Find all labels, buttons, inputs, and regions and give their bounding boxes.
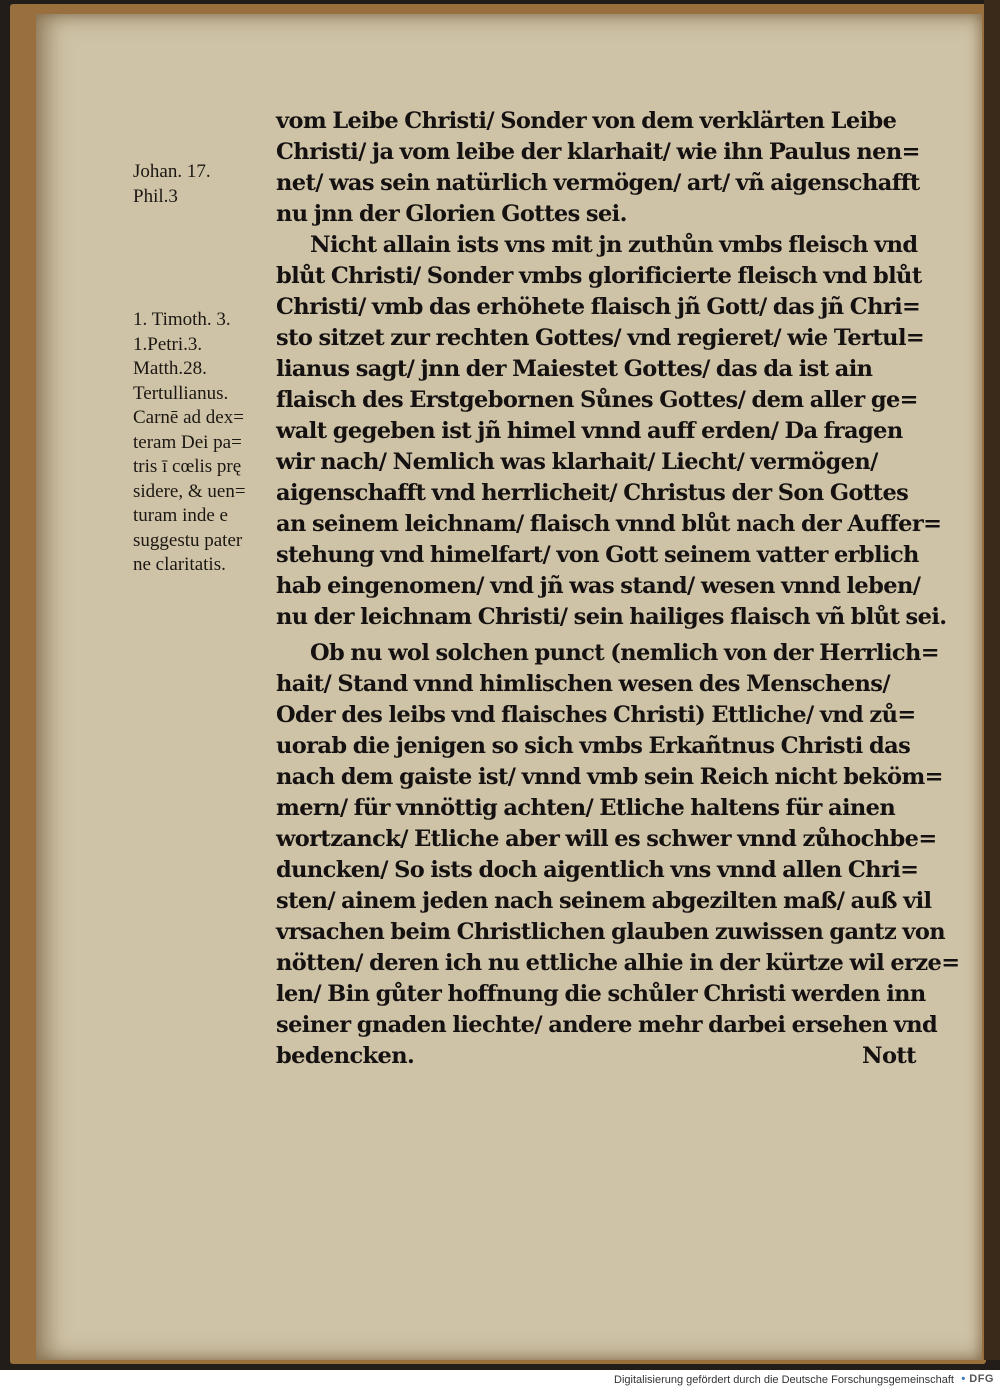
text-line: vom Leibe Christi/ Sonder von dem verklärten Leibe <box>276 108 897 134</box>
text-line: nu der leichnam Christi/ sein hailiges flaisch vñ blůt sei. <box>276 604 947 630</box>
text-line: blůt Christi/ Sonder vmbs glorificierte fleisch vnd blůt <box>276 263 922 289</box>
text-line: nu jnn der Glorien Gottes sei. <box>276 201 627 227</box>
text-line: net/ was sein natürlich vermögen/ art/ vñ aigenschafft <box>276 170 920 196</box>
margin-note-line: sidere, & uen= <box>133 480 246 502</box>
text-line: wortzanck/ Etliche aber will es schwer vnnd zůhochbe= <box>276 826 937 852</box>
text-line: Oder des leibs vnd flaisches Christi) Ettliche/ vnd zů= <box>276 702 916 728</box>
dfg-logo <box>961 1373 994 1385</box>
text-line: duncken/ So ists doch aigentlich vns vnnd allen Chri= <box>276 857 919 883</box>
text-line: hait/ Stand vnnd himlischen wesen des Menschens/ <box>276 671 890 697</box>
text-line: len/ Bin gůter hoffnung die schůler Christi werden inn <box>276 981 926 1007</box>
margin-note-group <box>133 160 211 209</box>
text-line: lianus sagt/ jnn der Maiestet Gottes/ das da ist ain <box>276 356 873 382</box>
margin-note-line: suggestu pater <box>133 529 243 551</box>
text-line: mern/ für vnnöttig achten/ Etliche haltens für ainen <box>276 795 896 821</box>
text-line: wir nach/ Nemlich was klarhait/ Liecht/ vermögen/ <box>276 449 878 475</box>
logo-bullet-icon: • <box>961 1373 966 1385</box>
margin-note-group <box>133 308 246 578</box>
dark-border <box>984 0 1000 1360</box>
text-line: hab eingenomen/ vnd jñ was stand/ wesen vnnd leben/ <box>276 573 921 599</box>
text-line: sten/ ainem jeden nach seinem abgezilten maß/ auß vil <box>276 888 932 914</box>
text-line: an seinem leichnam/ flaisch vnnd blůt nach der Auffer= <box>276 511 942 537</box>
text-line: Christi/ ja vom leibe der klarhait/ wie ihn Paulus nen= <box>276 139 920 165</box>
text-line: uorab die jenigen so sich vmbs Erkañtnus Christi das <box>276 733 911 759</box>
text-line: nötten/ deren ich nu ettliche alhie in der kürtze wil erze= <box>276 950 960 976</box>
margin-note-line: turam inde e <box>133 505 228 526</box>
text-line: nach dem gaiste ist/ vnnd vmb sein Reich nicht beköm= <box>276 764 943 790</box>
text-line: Christi/ vmb das erhöhete flaisch jñ Gott/ das jñ Chri= <box>276 294 921 320</box>
text-line: aigenschafft vnd herrlicheit/ Christus der Son Gottes <box>276 480 909 506</box>
margin-note-line: ne claritatis. <box>133 554 226 575</box>
text-line: Nicht allain ists vns mit jn zuthůn vmbs fleisch vnd <box>310 232 918 258</box>
text-line: bedencken. <box>276 1043 415 1069</box>
text-line: vrsachen beim Christlichen glauben zuwissen gantz von <box>276 919 946 945</box>
margin-note-line: Matth.28. <box>133 358 207 379</box>
funding-credit: Digitalisierung gefördert durch die Deutsche Forschungsgemeinschaft <box>614 1374 954 1386</box>
margin-note-line: teram Dei pa= <box>133 431 242 453</box>
margin-note-line: tris ī cœlis prę <box>133 456 242 477</box>
margin-note-line: Phil.3 <box>133 185 178 207</box>
margin-note-line: Carnē ad dex= <box>133 407 244 428</box>
text-line: seiner gnaden liechte/ andere mehr darbei ersehen vnd <box>276 1012 938 1038</box>
text-line: sto sitzet zur rechten Gottes/ vnd regieret/ wie Tertul= <box>276 325 925 351</box>
margin-note-line: 1. Timoth. 3. <box>133 309 231 330</box>
text-line: flaisch des Erstgebornen Sůnes Gottes/ dem aller ge= <box>276 387 918 413</box>
dfg-logo-text: DFG <box>969 1373 994 1385</box>
footer-bar <box>0 1370 1000 1393</box>
catchword: Nott <box>862 1043 916 1069</box>
margin-note-line: 1.Petri.3. <box>133 333 203 355</box>
margin-note-line: Johan. 17. <box>133 161 211 182</box>
text-line: Ob nu wol solchen punct (nemlich von der Herrlich= <box>310 640 940 666</box>
text-line: stehung vnd himelfart/ von Gott seinem vatter erblich <box>276 542 919 568</box>
text-line: walt gegeben ist jñ himel vnnd auff erden/ Da fragen <box>276 418 903 444</box>
margin-note-line: Tertullianus. <box>133 382 229 404</box>
